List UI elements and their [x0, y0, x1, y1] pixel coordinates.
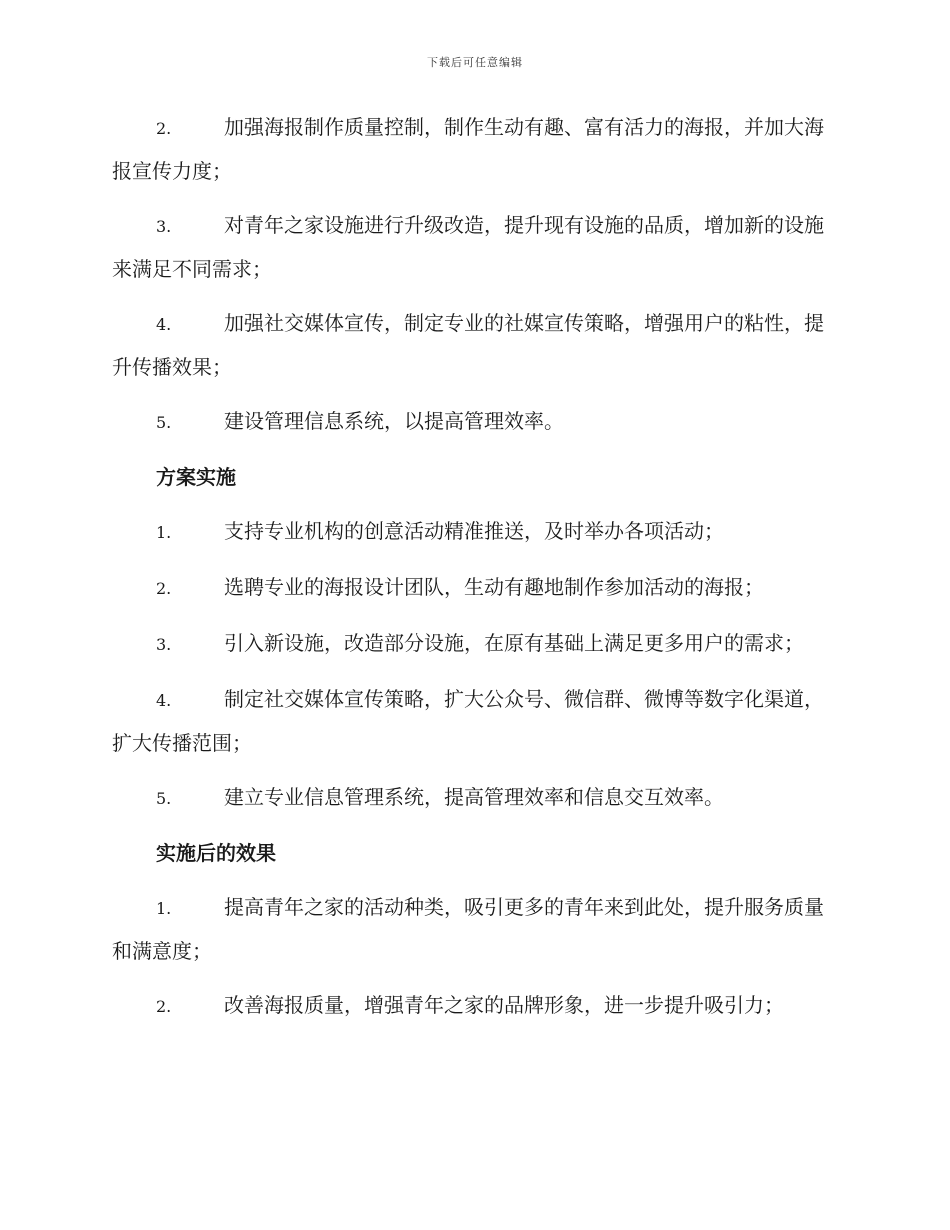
list-text: 制定社交媒体宣传策略，扩大公众号、微信群、微博等数字化渠道，扩大传播范围；	[112, 687, 824, 755]
list-item	[112, 678, 836, 764]
list-number: 1.	[156, 899, 172, 918]
list-text: 支持专业机构的创意活动精准推送，及时举办各项活动；	[224, 519, 724, 543]
list-text: 选聘专业的海报设计团队，生动有趣地制作参加活动的海报；	[224, 575, 764, 599]
list-number: 4.	[156, 315, 172, 334]
list-text: 对青年之家设施进行升级改造，提升现有设施的品质，增加新的设施来满足不同需求；	[112, 213, 824, 281]
section-heading-implementation: 方案实施	[156, 465, 236, 489]
list-number: 2.	[156, 997, 172, 1016]
list-number: 4.	[156, 691, 172, 710]
list-item	[112, 400, 836, 444]
document-body	[112, 106, 836, 1040]
list-item	[112, 510, 836, 554]
list-number: 2.	[156, 119, 172, 138]
list-item	[112, 984, 836, 1028]
list-item	[112, 622, 836, 666]
list-text: 改善海报质量，增强青年之家的品牌形象，进一步提升吸引力；	[224, 993, 784, 1017]
list-text: 引入新设施，改造部分设施，在原有基础上满足更多用户的需求；	[224, 631, 804, 655]
list-text: 建设管理信息系统，以提高管理效率。	[224, 409, 564, 433]
list-text: 加强海报制作质量控制，制作生动有趣、富有活力的海报，并加大海报宣传力度；	[112, 115, 824, 183]
list-number: 3.	[156, 217, 172, 236]
list-text: 加强社交媒体宣传，制定专业的社媒宣传策略，增强用户的粘性，提升传播效果；	[112, 311, 824, 379]
list-number: 1.	[156, 523, 172, 542]
list-number: 5.	[156, 413, 172, 432]
list-number: 2.	[156, 579, 172, 598]
list-item	[112, 566, 836, 610]
list-number: 3.	[156, 635, 172, 654]
section-heading-results: 实施后的效果	[156, 841, 276, 865]
list-item	[112, 204, 836, 290]
list-item	[112, 776, 836, 820]
page-header: 下载后可任意编辑	[427, 56, 523, 69]
list-number: 5.	[156, 789, 172, 808]
list-item	[112, 886, 836, 972]
list-item	[112, 302, 836, 388]
list-text: 提高青年之家的活动种类，吸引更多的青年来到此处，提升服务质量和满意度；	[112, 895, 824, 963]
list-item	[112, 106, 836, 192]
list-text: 建立专业信息管理系统，提高管理效率和信息交互效率。	[224, 785, 724, 809]
